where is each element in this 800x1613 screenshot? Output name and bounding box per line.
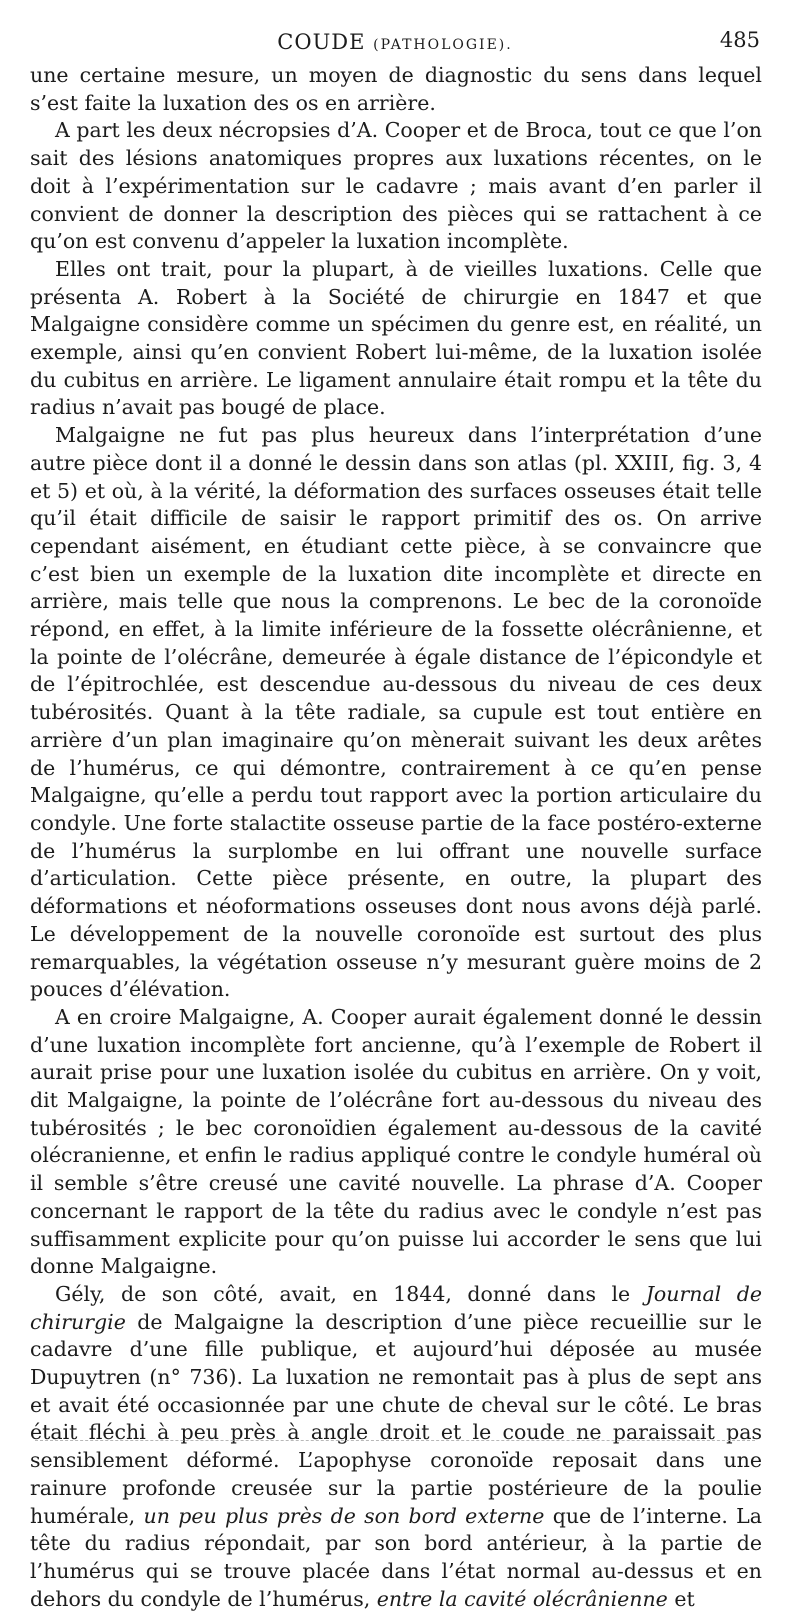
body-text xyxy=(30,62,762,1613)
emphasis-bord-externe: un peu plus près de son bord externe xyxy=(143,1503,545,1528)
emphasis-cavite: entre la cavité olécrânienne xyxy=(376,1586,668,1611)
paragraph-cooper: A en croire Malgaigne, A. Cooper aurait également donné le dessin d’une luxation incomplète fort ancienne, qu’à l’exemple de Robert il aurait prise pour une luxation isolée du cubitus en arrière. On y voit, dit Malgaigne, la pointe de l’olécrâne fort au-dessous du niveau des tubérosités ; le bec coronoïdien également au-dessous de la cavité olécranienne, et enfin le radius appliqué contre le condyle huméral où il semble s’être creusé une cavité nouvelle. La phrase d’A. Cooper concernant le rapport de la tête du radius avec le condyle n’est pas suffisamment explicite pour qu’on puisse lui accorder le sens que lui donne Malgaigne. xyxy=(30,1004,762,1279)
gely-text-3: que de l’interne. La tête du radius répondait, par son bord antérieur, à la partie de l’humérus qui se trouve placée dans l’état normal au-dessus et en dehors du condyle de l’humérus, xyxy=(30,1503,763,1611)
paragraph-gely xyxy=(30,1281,762,1613)
running-title: COUDE xyxy=(277,30,366,54)
footer-rule xyxy=(35,1440,755,1441)
journal-title: Journal de chirurgie xyxy=(30,1281,762,1334)
page-header xyxy=(30,28,760,58)
running-subtitle: (PATHOLOGIE). xyxy=(373,37,513,53)
gely-text-2: de Malgaigne la description d’une pièce recueillie sur le cadavre d’une fille publique, et aujourd’hui déposée au musée Dupuytren (n° 736). La luxation ne remontait pas à plus de sept ans et avait été occasionnée par une chute de cheval sur le côté. Le bras était fléchi à peu près à angle droit et le coude ne paraissait pas sensiblement déformé. L’apophyse coronoïde reposait dans une rainure profonde creusée sur la partie postérieure de la poulie humérale, xyxy=(30,1309,762,1528)
paragraph-robert: Elles ont trait, pour la plupart, à de vieilles luxations. Celle que présenta A. Robert à la Société de chirurgie en 1847 et que Malgaigne considère comme un spécimen du genre est, en réalité, un exemple, ainsi qu’en convient Robert lui-même, de la luxation isolée du cubitus en arrière. Le ligament annulaire était rompu et la tête du radius n’avait pas bougé de place. xyxy=(30,256,762,420)
gely-text-4: et xyxy=(667,1586,695,1611)
running-head xyxy=(30,30,760,54)
page-number: 485 xyxy=(719,28,760,52)
paragraph-malgaigne-atlas: Malgaigne ne fut pas plus heureux dans l’interprétation d’une autre pièce dont il a donné le dessin dans son atlas (pl. XXIII, fig. 3, 4 et 5) et où, à la vérité, la déformation des surfaces osseuses était telle qu’il était difficile de saisir le rapport primitif des os. On arrive cependant aisément, en étudiant cette pièce, à se convaincre que c’est bien un exemple de la luxation dite incomplète et directe en arrière, mais telle que nous la comprenons. Le bec de la coronoïde répond, en effet, à la limite inférieure de la fossette olécrânienne, et la pointe de l’olécrâne, demeurée à égale distance de l’épicondyle et de l’épitrochlée, est descendue au-dessous du niveau de ces deux tubérosités. Quant à la tête radiale, sa cupule est tout entière en arrière d’un plan imaginaire qu’on mènerait suivant les deux arêtes de l’humérus, ce qui démontre, contrairement à ce qu’en pense Malgaigne, qu’elle a perdu tout rapport avec la portion articulaire du condyle. Une forte stalactite osseuse partie de la face postéro-externe de l’humérus la surplombe en lui offrant une nouvelle surface d’articulation. Cette pièce présente, en outre, la plupart des déformations et néoformations osseuses dont nous avons déjà parlé. Le développement de la nouvelle coronoïde est surtout des plus remarquables, la végétation osseuse n’y mesurant guère moins de 2 pouces d’élévation. xyxy=(30,423,762,1002)
paragraph-necropsies: A part les deux nécropsies d’A. Cooper et de Broca, tout ce que l’on sait des lésions anatomiques propres aux luxations récentes, on le doit à l’expérimentation sur le cadavre ; mais avant d’en parler il convient de donner la description des pièces qui se rattachent à ce qu’on est convenu d’appeler la luxation incomplète. xyxy=(30,118,762,254)
paragraph-continuation: une certaine mesure, un moyen de diagnostic du sens dans lequel s’est faite la luxation des os en arrière. xyxy=(30,63,762,115)
gely-text-1: Gély, de son côté, avait, en 1844, donné dans le xyxy=(55,1281,646,1306)
